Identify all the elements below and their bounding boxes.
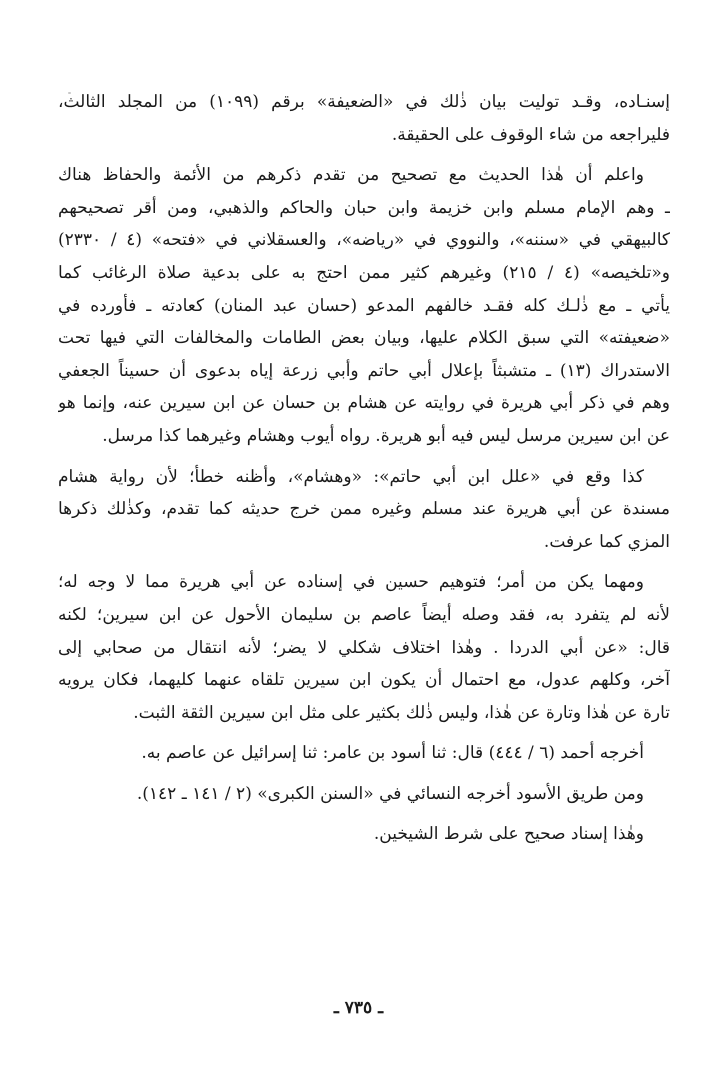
text-line: آخر، وكلهم عدول، مع احتمال أن يكون ابن سيرين تلقاه عنهما كليهما، فكان يرويه <box>58 670 670 691</box>
text-line: واعلم أن هٰذا الحديث مع تصحيح من تقدم ذكرهم من الأئمة والحفاظ هناك <box>58 165 644 186</box>
page-number: ـ ٧٣٥ ـ <box>333 998 384 1018</box>
text-line: كذا وقع في «علل ابن أبي حاتم»: «وهشام»، وأظنه خطأ؛ لأن رواية هشام <box>58 466 644 487</box>
text-line: ومن طريق الأسود أخرجه النسائي في «السنن الكبرى» (٢ / ١٤١ ـ ١٤٢). <box>136 783 644 804</box>
text-line: فليراجعه من شاء الوقوف على الحقيقة. <box>391 124 670 145</box>
body-text <box>58 86 670 851</box>
text-line: الاستدراك (١٣) ـ متشبثاً بإعلال أبي حاتم وأبي زرعة إياه بدعوى أن حسيناً الجعفي <box>58 360 670 381</box>
text-line: ومهما يكن من أمر؛ فتوهيم حسين في إسناده عن أبي هريرة مما لا وجه له؛ <box>58 572 644 593</box>
paragraph <box>58 778 670 811</box>
text-line: إسنـاده، وقـد توليت بيان ذٰلك في «الضعيفة» برقم (١٠٩٩) من المجلد الثالث، <box>58 92 670 112</box>
text-line: وهم في ذكر أبي هريرة في روايته عن هشام بن حسان عن ابن سيرين عنه، وإنما هو <box>58 393 670 414</box>
text-line: «ضعيفته» التي سبق الكلام عليها، وبيان بعض الطامات والمخالفات التي فيها تحت <box>58 328 670 349</box>
text-line: يأتي ـ مع ذٰلـك كله فقـد خالفهم المدعو (حسان عبد المنان) كعادته ـ فأورده في <box>58 295 670 316</box>
text-line: لأنه لم يتفرد به، فقد وصله أيضاً عاصم بن سليمان الأحول عن ابن سيرين؛ لكنه <box>58 604 670 625</box>
text-line: مسندة عن أبي هريرة عند مسلم وغيره ممن خرج حديثه كما تقدم، وكذٰلك ذكرها <box>58 499 670 520</box>
text-line: ـ وهم الإمام مسلم وابن خزيمة وابن حبان والحاكم والذهبي، ومن أقر تصحيحهم <box>58 197 670 218</box>
text-line: المزي كما عرفت. <box>543 531 670 552</box>
paragraph <box>58 86 670 151</box>
text-line: تارة عن هٰذا وتارة عن هٰذا، وليس ذٰلك بكثير على مثل ابن سيرين الثقة الثبت. <box>133 702 670 723</box>
paragraph <box>58 461 670 559</box>
text-line: وهٰذا إسناد صحيح على شرط الشيخين. <box>373 824 644 845</box>
paragraph <box>58 566 670 729</box>
text-line: كالبيهقي في «سننه»، والنووي في «رياضه»، والعسقلاني في «فتحه» (٤ / ٢٣٣٠) <box>58 230 670 251</box>
text-line: قال: «عن أبي الدردا . وهٰذا اختلاف شكلي لا يضر؛ لأنه انتقال من صحابي إلى <box>58 637 670 658</box>
paragraph <box>58 737 670 770</box>
paragraph <box>58 159 670 452</box>
paragraph <box>58 818 670 851</box>
text-line: و«تلخيصه» (٤ / ٢١٥) وغيرهم كثير ممن احتج به على بدعية صلاة الرغائب كما <box>58 262 670 283</box>
text-line: عن ابن سيرين مرسل ليس فيه أبو هريرة. رواه أيوب وهشام وغيرهما كذا مرسل. <box>102 425 670 446</box>
text-line: أخرجه أحمد (٦ / ٤٤٤) قال: ثنا أسود بن عامر: ثنا إسرائيل عن عاصم به. <box>141 743 644 764</box>
